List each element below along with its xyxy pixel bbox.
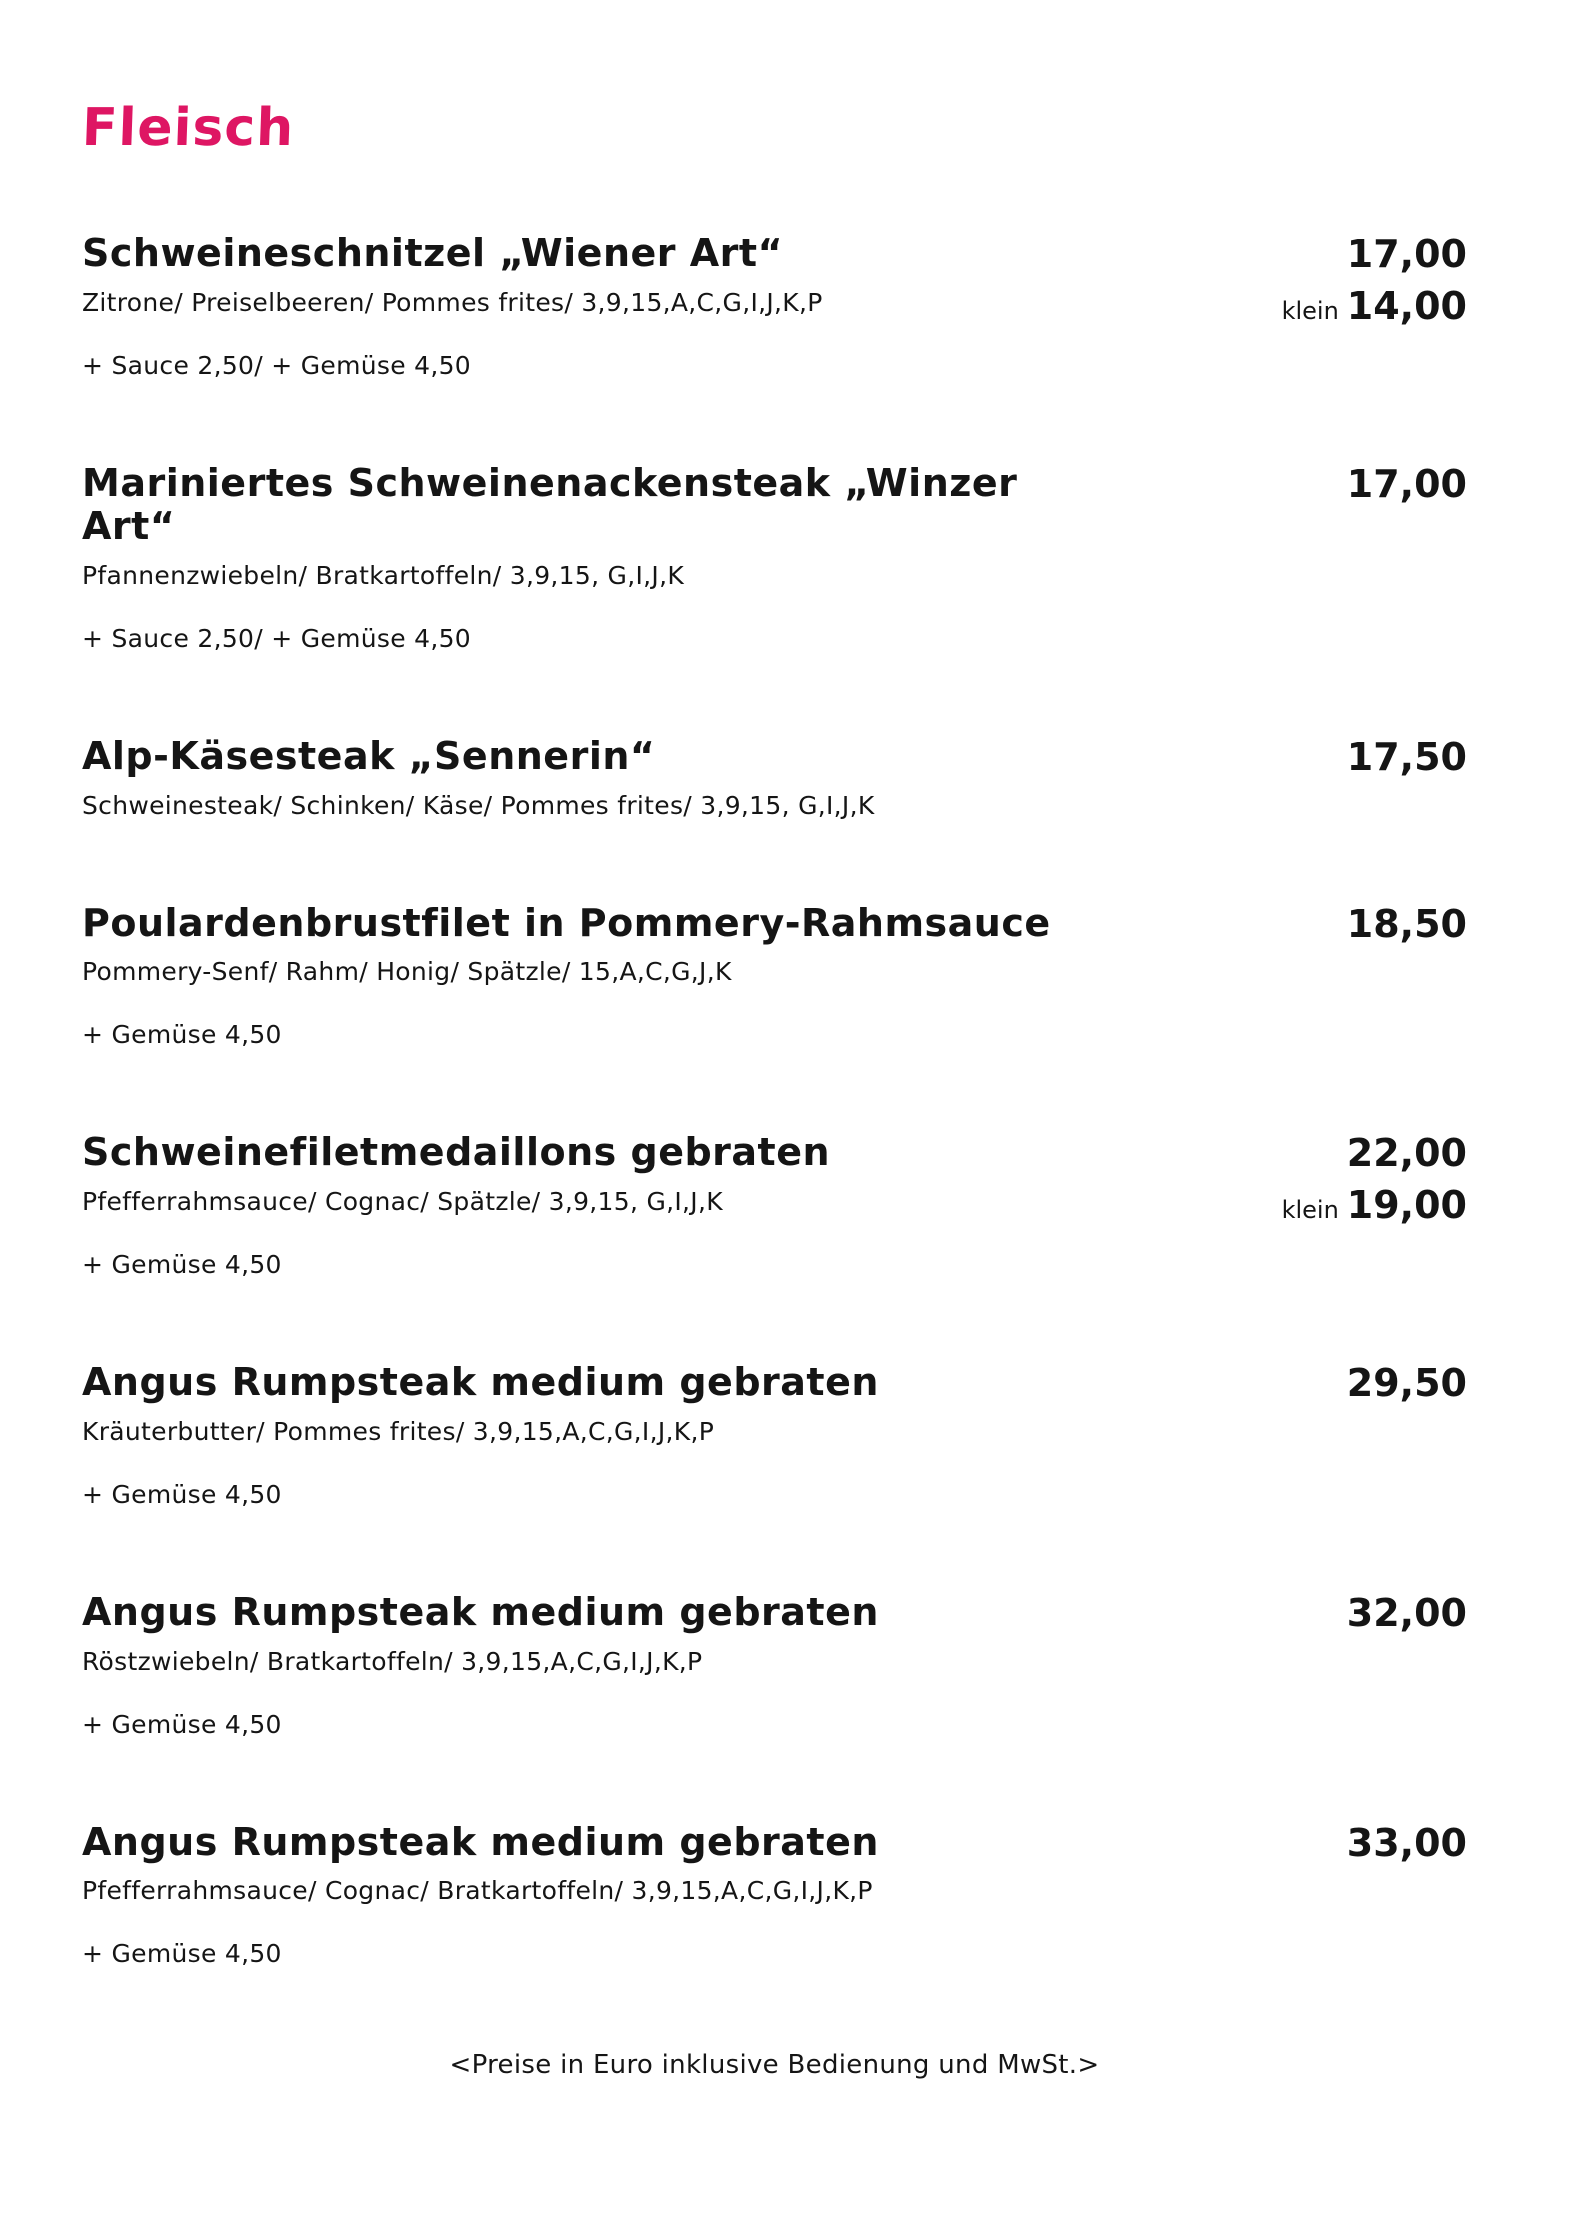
item-small-price: 19,00 xyxy=(1346,1183,1467,1228)
item-name: Angus Rumpsteak medium gebraten xyxy=(82,1819,879,1864)
menu-item xyxy=(82,1361,1467,1509)
item-description: Schweinesteak/ Schinken/ Käse/ Pommes frites/ 3,9,15, G,I,J,K xyxy=(82,790,875,820)
item-details xyxy=(82,232,823,380)
item-extras: + Sauce 2,50/ + Gemüse 4,50 xyxy=(82,624,471,654)
item-details xyxy=(82,1131,830,1279)
item-details xyxy=(82,1821,879,1969)
item-prices xyxy=(1217,735,1467,779)
item-price: 17,00 xyxy=(1346,461,1467,506)
item-prices xyxy=(1217,1131,1467,1227)
page-title: Fleisch xyxy=(80,98,296,158)
small-portion-label: klein xyxy=(1281,297,1339,325)
item-description: Pfefferrahmsauce/ Cognac/ Bratkartoffeln/ 3,9,15,A,C,G,I,J,K,P xyxy=(82,1876,873,1906)
menu-item xyxy=(82,735,1467,820)
item-small-price: 14,00 xyxy=(1346,284,1467,328)
item-name: Angus Rumpsteak medium gebraten xyxy=(82,1360,879,1405)
item-prices xyxy=(1217,232,1467,328)
item-extras: + Gemüse 4,50 xyxy=(82,1250,282,1280)
item-extras: + Sauce 2,50/ + Gemüse 4,50 xyxy=(82,350,471,380)
item-description: Röstzwiebeln/ Bratkartoffeln/ 3,9,15,A,C,G,I,J,K,P xyxy=(82,1646,703,1676)
item-extras: + Gemüse 4,50 xyxy=(82,1939,282,1969)
menu-item xyxy=(82,1591,1467,1739)
item-price: 17,00 xyxy=(1346,232,1467,276)
item-name: Mariniertes Schweinenackensteak „Winzer Art“ xyxy=(82,460,1018,549)
item-prices xyxy=(1217,1361,1467,1405)
item-price: 22,00 xyxy=(1346,1131,1467,1176)
menu-item xyxy=(82,902,1467,1050)
item-name: Schweineschnitzel „Wiener Art“ xyxy=(82,231,784,275)
item-small-price-row xyxy=(1217,1183,1467,1227)
item-details xyxy=(82,1361,879,1509)
item-details xyxy=(82,462,1122,653)
menu-item xyxy=(82,1821,1467,1969)
item-prices xyxy=(1217,902,1467,946)
item-prices xyxy=(1217,1591,1467,1635)
item-extras: + Gemüse 4,50 xyxy=(82,1479,282,1509)
item-price: 32,00 xyxy=(1346,1590,1467,1635)
item-prices xyxy=(1217,1821,1467,1865)
item-name: Alp-Käsesteak „Sennerin“ xyxy=(82,734,656,779)
item-price: 29,50 xyxy=(1346,1361,1467,1406)
item-details xyxy=(82,902,1051,1050)
item-description: Kräuterbutter/ Pommes frites/ 3,9,15,A,C,G,I,J,K,P xyxy=(82,1416,715,1446)
item-extras: + Gemüse 4,50 xyxy=(82,1020,282,1050)
item-small-price-row xyxy=(1217,284,1467,328)
item-price: 18,50 xyxy=(1346,901,1467,946)
menu-item xyxy=(82,462,1467,653)
item-name: Poulardenbrustfilet in Pommery-Rahmsauce xyxy=(82,900,1051,945)
item-name: Schweinefiletmedaillons gebraten xyxy=(82,1130,831,1175)
item-prices xyxy=(1217,462,1467,506)
item-details xyxy=(82,1591,879,1739)
footer-note: <Preise in Euro inklusive Bedienung und MwSt.> xyxy=(449,2050,1100,2081)
item-description: Zitrone/ Preiselbeeren/ Pommes frites/ 3,9,15,A,C,G,I,J,K,P xyxy=(82,287,823,317)
item-price: 33,00 xyxy=(1346,1820,1467,1865)
item-price: 17,50 xyxy=(1346,735,1467,780)
item-extras: + Gemüse 4,50 xyxy=(82,1709,282,1739)
menu-item xyxy=(82,232,1467,380)
menu-item xyxy=(82,1131,1467,1279)
item-name: Angus Rumpsteak medium gebraten xyxy=(82,1589,879,1634)
small-portion-label: klein xyxy=(1281,1196,1339,1225)
item-description: Pfannenzwiebeln/ Bratkartoffeln/ 3,9,15, G,I,J,K xyxy=(82,561,685,591)
item-description: Pfefferrahmsauce/ Cognac/ Spätzle/ 3,9,15, G,I,J,K xyxy=(82,1187,723,1217)
item-details xyxy=(82,735,875,820)
item-description: Pommery-Senf/ Rahm/ Honig/ Spätzle/ 15,A,C,G,J,K xyxy=(82,957,732,987)
